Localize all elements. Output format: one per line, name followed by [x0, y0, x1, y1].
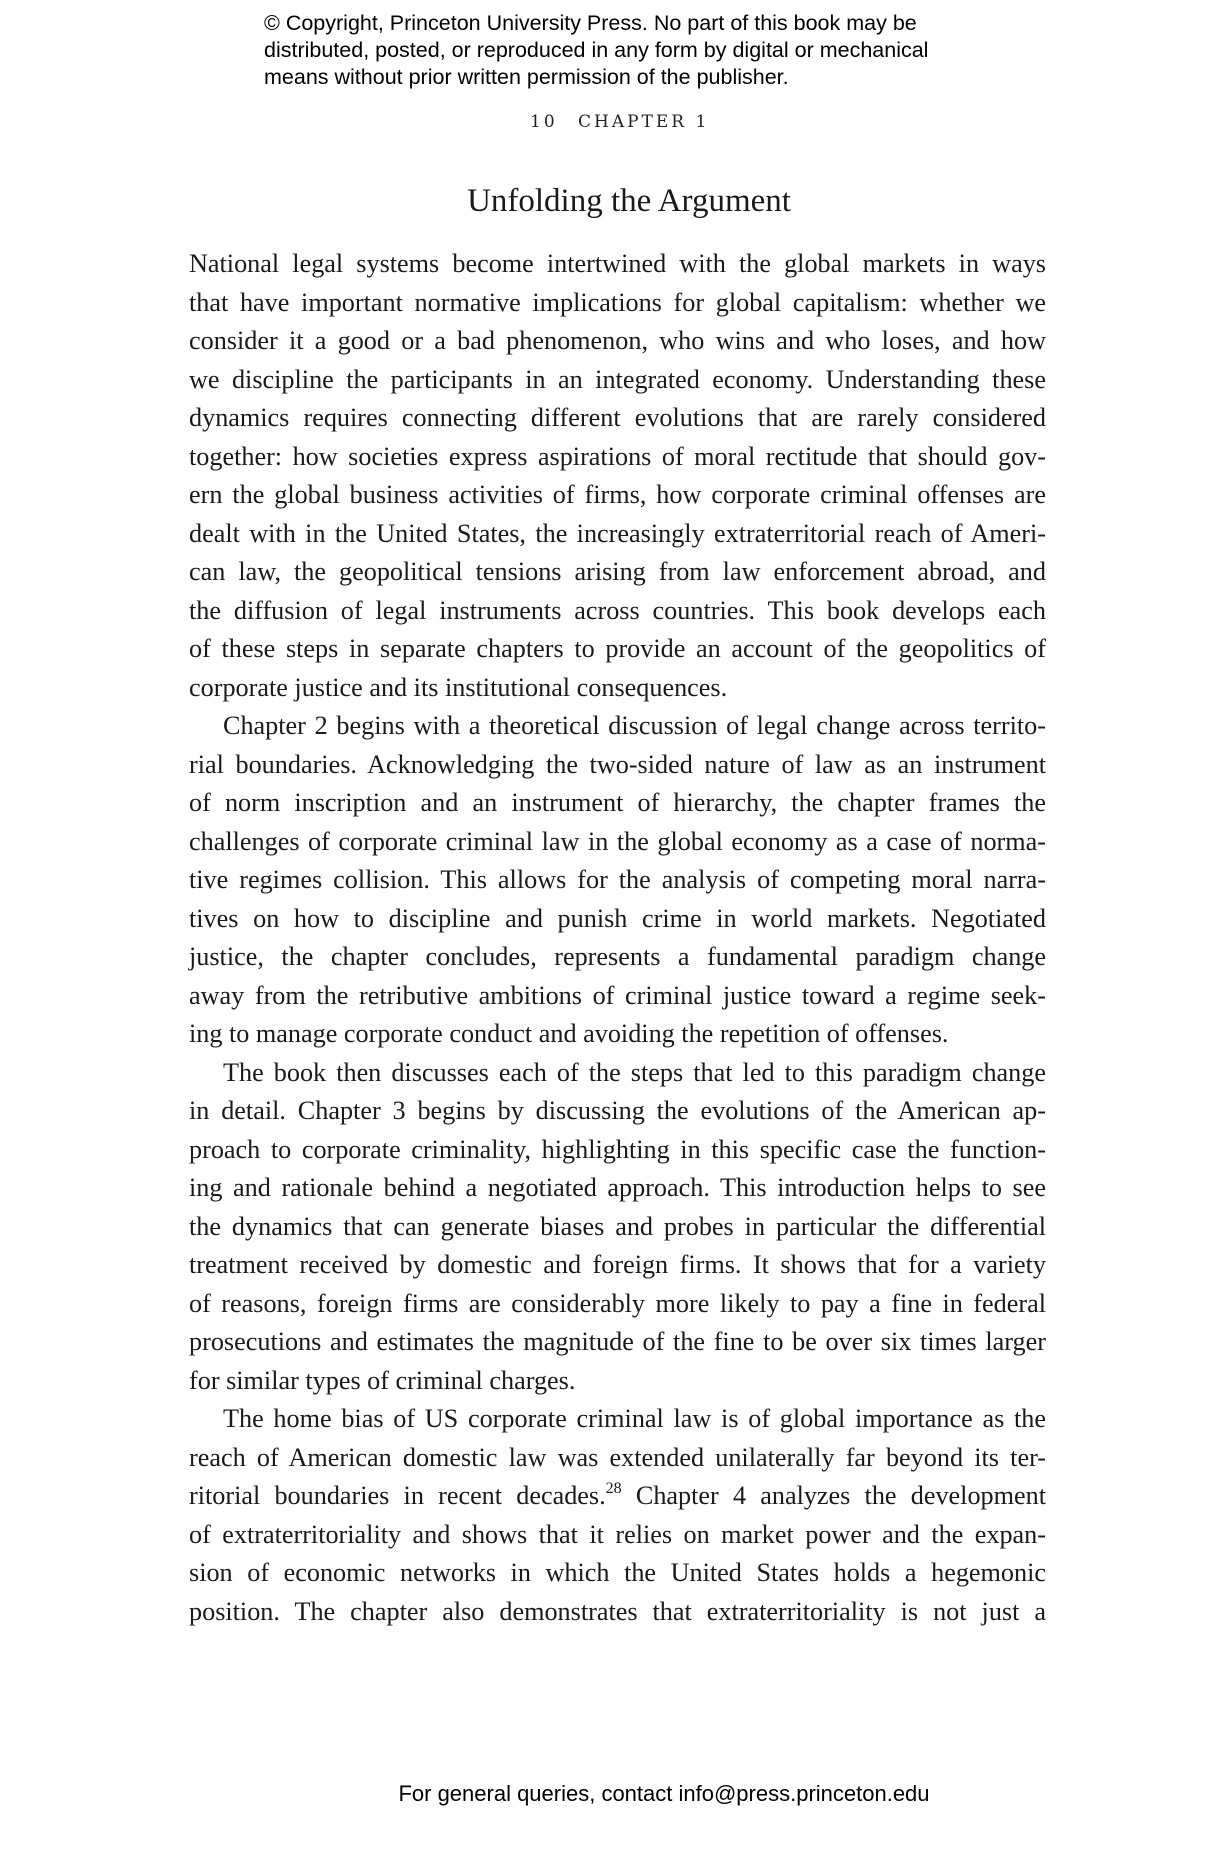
text-line: treatment received by domestic and foreign firms. It shows that for a variety: [189, 1250, 1046, 1279]
text-line: we discipline the participants in an integrated economy. Understanding these: [189, 364, 1046, 394]
text-line: of norm inscription and an instrument of hierarchy, the chapter frames the: [189, 788, 1046, 817]
copyright-notice: [264, 10, 964, 91]
text-line-with-footnote: [189, 1477, 1046, 1516]
text-line: reach of American domestic law was extended unilaterally far beyond its ter-: [189, 1442, 1046, 1472]
text-line: consider it a good or a bad phenomenon, who wins and who loses, and how: [189, 326, 1046, 355]
text-line: ern the global business activities of firms, how corporate criminal offenses are: [189, 480, 1046, 509]
text-line: of extraterritoriality and shows that it relies on market power and the expan-: [189, 1519, 1046, 1549]
text-line: ing to manage corporate conduct and avoiding the repetition of offenses.: [189, 1019, 949, 1048]
text-line: that have important normative implications for global capitalism: whether we: [189, 287, 1046, 317]
text-line: the dynamics that can generate biases and probes in particular the differential: [189, 1211, 1046, 1241]
text-line: rial boundaries. Acknowledging the two-sided nature of law as an instrument: [189, 749, 1046, 779]
text-line: Chapter 2 begins with a theoretical discussion of legal change across territo-: [223, 711, 1046, 740]
text-line: together: how societies express aspirations of moral rectitude that should gov-: [189, 441, 1046, 471]
page-number: 10: [530, 112, 558, 132]
text-line: National legal systems become intertwined with the global markets in ways: [189, 249, 1046, 278]
text-line: dynamics requires connecting different evolutions that are rarely considered: [189, 403, 1046, 432]
text-line: away from the retributive ambitions of criminal justice toward a regime seek-: [189, 980, 1046, 1010]
text-line: tive regimes collision. This allows for the analysis of competing moral narra-: [189, 865, 1046, 894]
text-line: challenges of corporate criminal law in the global economy as a case of norma-: [189, 826, 1046, 856]
text-line: for similar types of criminal charges.: [189, 1365, 576, 1395]
text-line: can law, the geopolitical tensions arising from law enforcement abroad, and: [189, 557, 1046, 586]
text-line: ing and rationale behind a negotiated approach. This introduction helps to see: [189, 1173, 1046, 1202]
footer-contact: For general queries, contact info@press.princeton.edu: [398, 1781, 930, 1806]
text-line: justice, the chapter concludes, represents a fundamental paradigm change: [189, 942, 1046, 971]
footnote-reference[interactable]: 28: [605, 1480, 622, 1497]
text-fragment: ritorial boundaries in recent decades.: [189, 1481, 606, 1510]
text-line: The home bias of US corporate criminal law is of global importance as the: [223, 1404, 1046, 1433]
text-line: proach to corporate criminality, highlighting in this specific case the function-: [189, 1134, 1046, 1164]
text-fragment: Chapter 4 analyzes the development: [621, 1481, 1046, 1510]
copyright-line: distributed, posted, or reproduced in any form by digital or mechanical: [264, 38, 929, 62]
text-line: sion of economic networks in which the United States holds a hegemonic: [189, 1558, 1046, 1587]
text-line: The book then discusses each of the steps that led to this paradigm change: [223, 1057, 1046, 1087]
text-line: prosecutions and estimates the magnitude of the fine to be over six times larger: [189, 1327, 1046, 1356]
copyright-line: © Copyright, Princeton University Press. No part of this book may be: [264, 11, 917, 35]
body-text: [189, 245, 1046, 1631]
section-title: Unfolding the Argument: [467, 183, 791, 219]
text-line: corporate justice and its institutional consequences.: [189, 672, 728, 702]
text-line: the diffusion of legal instruments across countries. This book develops each: [189, 595, 1046, 625]
copyright-line: means without prior written permission of the publisher.: [264, 65, 789, 89]
text-line: dealt with in the United States, the increasingly extraterritorial reach of Ameri-: [189, 518, 1046, 548]
text-line: of reasons, foreign firms are considerably more likely to pay a fine in federal: [189, 1288, 1046, 1318]
text-line: of these steps in separate chapters to provide an account of the geopolitics of: [189, 634, 1046, 663]
chapter-label: CHAPTER 1: [578, 112, 710, 132]
text-line: tives on how to discipline and punish crime in world markets. Negotiated: [189, 903, 1046, 933]
text-line: in detail. Chapter 3 begins by discussing the evolutions of the American ap-: [189, 1096, 1046, 1125]
text-line: position. The chapter also demonstrates that extraterritoriality is not just a: [189, 1596, 1046, 1626]
